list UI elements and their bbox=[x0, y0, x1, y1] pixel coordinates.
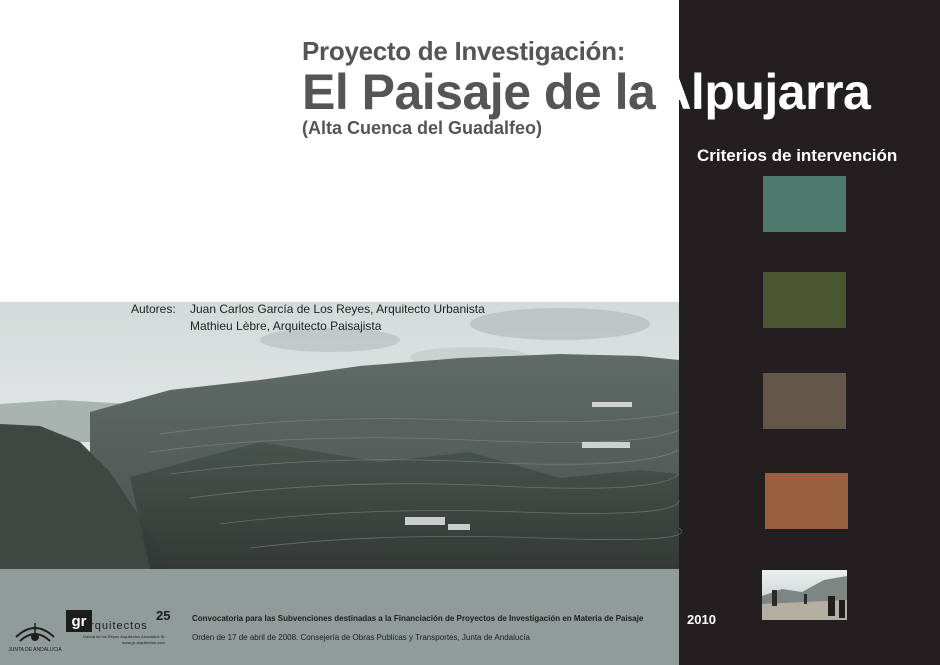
gr-logo-word: arquitectos bbox=[83, 620, 148, 632]
landscape-photo bbox=[0, 302, 679, 569]
criteria-heading: Criterios de intervención bbox=[697, 146, 898, 165]
landscape-thumbnail[interactable] bbox=[762, 570, 847, 620]
title-part-2: Alpujarra bbox=[655, 64, 871, 120]
year-label: 2010 bbox=[687, 612, 716, 627]
author-name: Mathieu Lèbre, Arquitecto Paisajista bbox=[190, 319, 382, 333]
junta-logo-text: JUNTA DE ANDALUCIA bbox=[8, 647, 62, 653]
footer-bar bbox=[0, 569, 679, 665]
gr-arquitectos-logo bbox=[66, 607, 174, 647]
page-title bbox=[302, 64, 870, 120]
anniversary-mark: 25 bbox=[156, 608, 171, 623]
gr-logo-sub: García de los Reyes Arquitectos Asociados SL bbox=[83, 634, 166, 639]
criteria-swatch-1[interactable] bbox=[763, 176, 846, 232]
footer-line-1: Convocatoria para las Subvenciones destinadas a la Financiación de Proyectos de Investigación en Materia de Paisaje bbox=[192, 614, 644, 623]
region-subtitle: (Alta Cuenca del Guadalfeo) bbox=[302, 118, 543, 138]
criteria-swatch-4[interactable] bbox=[765, 473, 848, 529]
title-part-1: El Paisaje de la bbox=[302, 64, 656, 120]
criteria-swatch-2[interactable] bbox=[763, 272, 846, 328]
authors-label: Autores: bbox=[131, 302, 176, 316]
gr-logo-mark: gr bbox=[71, 613, 87, 630]
author-name: Juan Carlos García de Los Reyes, Arquitecto Urbanista bbox=[190, 302, 485, 316]
junta-andalucia-logo bbox=[8, 609, 62, 655]
gr-logo-url: www.gr-arquitectos.com bbox=[122, 640, 165, 645]
footer-line-2: Orden de 17 de abril de 2008. Consejería de Obras Publicas y Transportes, Junta de Andalucía bbox=[192, 633, 530, 642]
criteria-swatch-3[interactable] bbox=[763, 373, 846, 429]
project-subtitle: Proyecto de Investigación: bbox=[302, 36, 626, 66]
